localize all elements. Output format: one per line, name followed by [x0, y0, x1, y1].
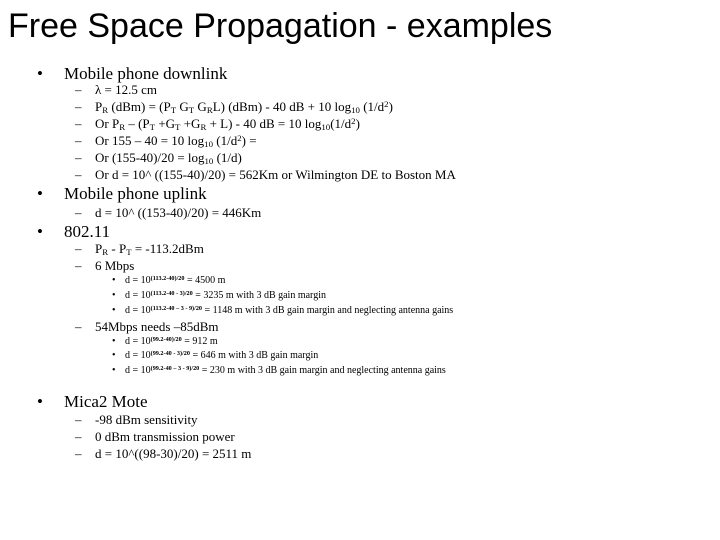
bullet-icon: •: [112, 365, 116, 376]
item-text: 0 dBm transmission power: [95, 429, 235, 444]
section-heading: Mica2 Mote: [64, 392, 148, 411]
item-text: $d = 10^{(99.2-40)/20} = 912$ m: [125, 336, 218, 347]
item-text: $P_R$ $(dBm) = (P_T$ $G_T$ $G_RL$) (dBm) - 40 dB + 10 $\log_{10} (1/d^2)$: [95, 99, 393, 116]
dash-icon: –: [75, 167, 82, 182]
dash-icon: –: [75, 99, 82, 114]
bullet-icon: •: [37, 222, 43, 241]
dash-icon: –: [75, 241, 82, 256]
bullet-icon: •: [37, 184, 43, 203]
bullet-icon: •: [37, 392, 43, 411]
dash-icon: –: [75, 82, 82, 97]
item-text: d = 10^((98-30)/20) = 2511 m: [95, 446, 252, 461]
item-text: $d = 10^{(113.2-40 - 3 - 9)/20} = 1148$ m with 3 dB gain margin and neglecting antenna gains: [125, 305, 454, 316]
item-text: Or $P_R - (P_T +G_T +G_R + L) - 40$ dB = 10 $\log_{10}(1/d^2)$: [95, 116, 360, 133]
item-text: Or 155 – 40 = 10 $\log_{10} (1/d^2)$ =: [95, 133, 257, 150]
section-mica2-mote: [37, 392, 148, 412]
item-text: λ = 12.5 cm: [95, 82, 158, 97]
bullet-icon: •: [112, 305, 116, 316]
bullet-icon: •: [112, 336, 116, 347]
dash-icon: –: [75, 319, 82, 334]
bullet-icon: •: [37, 64, 43, 83]
bullet-icon: •: [112, 290, 116, 301]
dash-icon: –: [75, 446, 82, 461]
dash-icon: –: [75, 412, 82, 427]
item-text: 6 Mbps: [95, 258, 135, 273]
item-text: Or $(155-40)/20 = \log_{10} (1/d)$: [95, 150, 242, 167]
item-text: $P_R - P_T = -113.2dBm$: [95, 241, 204, 258]
item-text: Or d = 10^ ((155-40)/20) = 562Km or Wilmington DE to Boston MA: [95, 167, 456, 182]
section-heading: 802.11: [64, 222, 111, 241]
bullet-icon: •: [112, 275, 116, 286]
dash-icon: –: [75, 150, 82, 165]
dash-icon: –: [75, 205, 82, 220]
item-text: $d = 10^{(113.2-40 - 3)/20} = 3235$ m with 3 dB gain margin: [125, 290, 326, 301]
slide-title: Free Space Propagation - examples: [8, 7, 553, 45]
item-text: $d = 10^{(113.2-40)/20} = 4500$ m: [125, 275, 226, 286]
section-mobile-downlink: [37, 64, 228, 84]
dash-icon: –: [75, 258, 82, 273]
bullet-icon: •: [112, 350, 116, 361]
dash-icon: –: [75, 429, 82, 444]
item-text: $d = 10^{(99.2-40 - 3)/20} = 646$ m with 3 dB gain margin: [125, 350, 319, 361]
item-text: -98 dBm sensitivity: [95, 412, 198, 427]
dash-icon: –: [75, 133, 82, 148]
section-heading: Mobile phone uplink: [64, 184, 207, 203]
section-80211: [37, 222, 111, 242]
item-text: 54Mbps needs –85dBm: [95, 319, 219, 334]
section-mobile-uplink: [37, 184, 207, 204]
section-heading: Mobile phone downlink: [64, 64, 228, 83]
dash-icon: –: [75, 116, 82, 131]
item-text: d = 10^ ((153-40)/20) = 446Km: [95, 205, 262, 220]
item-text: $d = 10^{(99.2-40 - 3 - 9)/20} = 230$ m with 3 dB gain margin and neglecting antenna gains: [125, 365, 446, 376]
